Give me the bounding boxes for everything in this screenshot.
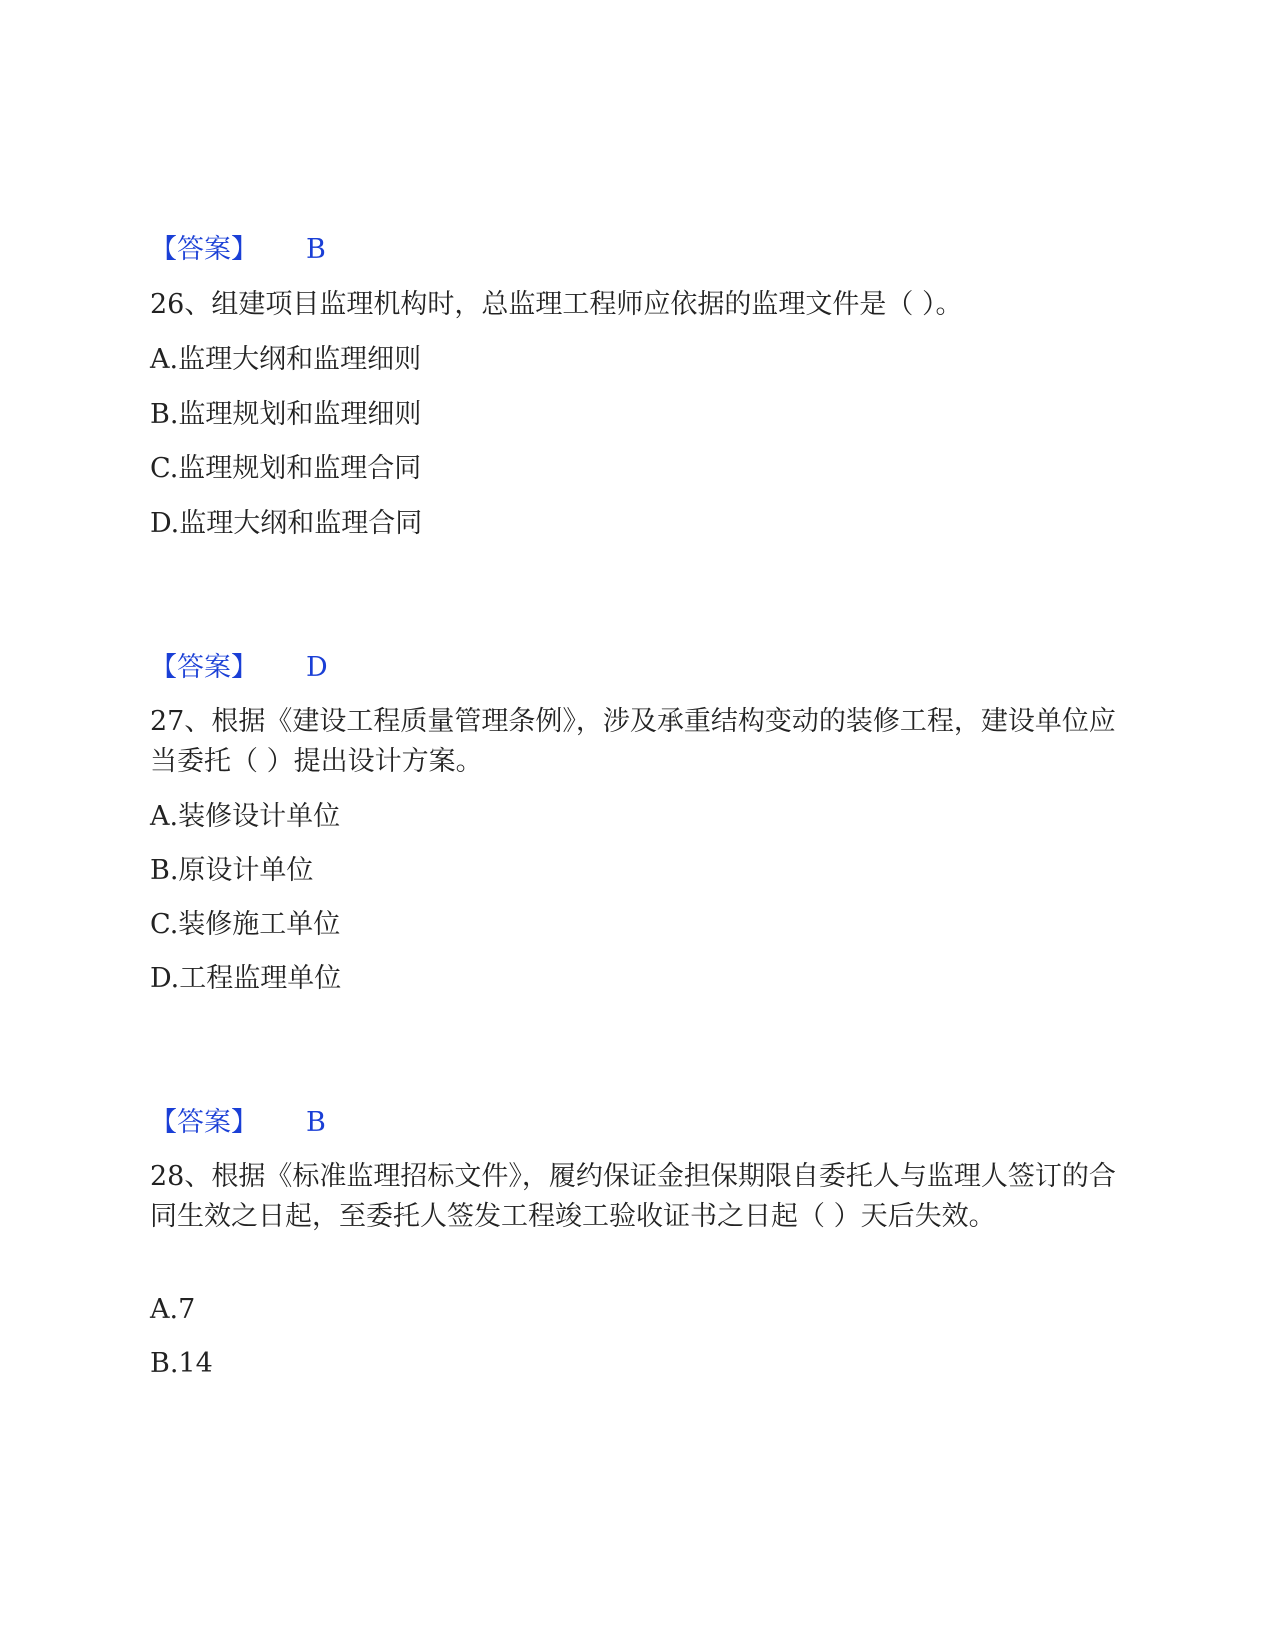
option-a: A.装修设计单位: [150, 801, 341, 832]
option-a: A.7: [150, 1294, 196, 1325]
answer-row: [150, 1103, 326, 1143]
answer-label: 【答案】: [150, 652, 258, 683]
answer-row: [150, 230, 326, 270]
option-d: D.监理大纲和监理合同: [150, 508, 423, 539]
option-a: A.监理大纲和监理细则: [150, 344, 422, 375]
option-c: C.装修施工单位: [150, 909, 341, 940]
answer-row: [150, 648, 328, 688]
answer-value: B: [306, 234, 326, 265]
answer-value: D: [306, 652, 328, 683]
option-b: B.原设计单位: [150, 855, 314, 886]
question-text: 26、组建项目监理机构时，总监理工程师应依据的监理文件是（ ）。: [150, 289, 963, 320]
option-b: B.14: [150, 1348, 213, 1379]
question-text: 28、根据《标准监理招标文件》，履约保证金担保期限自委托人与监理人签订的合同生效之日起，至委托人签发工程竣工验收证书之日起（ ）天后失效。: [150, 1161, 1116, 1232]
answer-label: 【答案】: [150, 234, 258, 265]
option-c: C.监理规划和监理合同: [150, 453, 422, 484]
option-d: D.工程监理单位: [150, 963, 342, 994]
option-b: B.监理规划和监理细则: [150, 399, 422, 430]
answer-value: B: [306, 1107, 326, 1138]
answer-label: 【答案】: [150, 1107, 258, 1138]
question-text: 27、根据《建设工程质量管理条例》，涉及承重结构变动的装修工程，建设单位应当委托（ ）提出设计方案。: [150, 706, 1116, 777]
